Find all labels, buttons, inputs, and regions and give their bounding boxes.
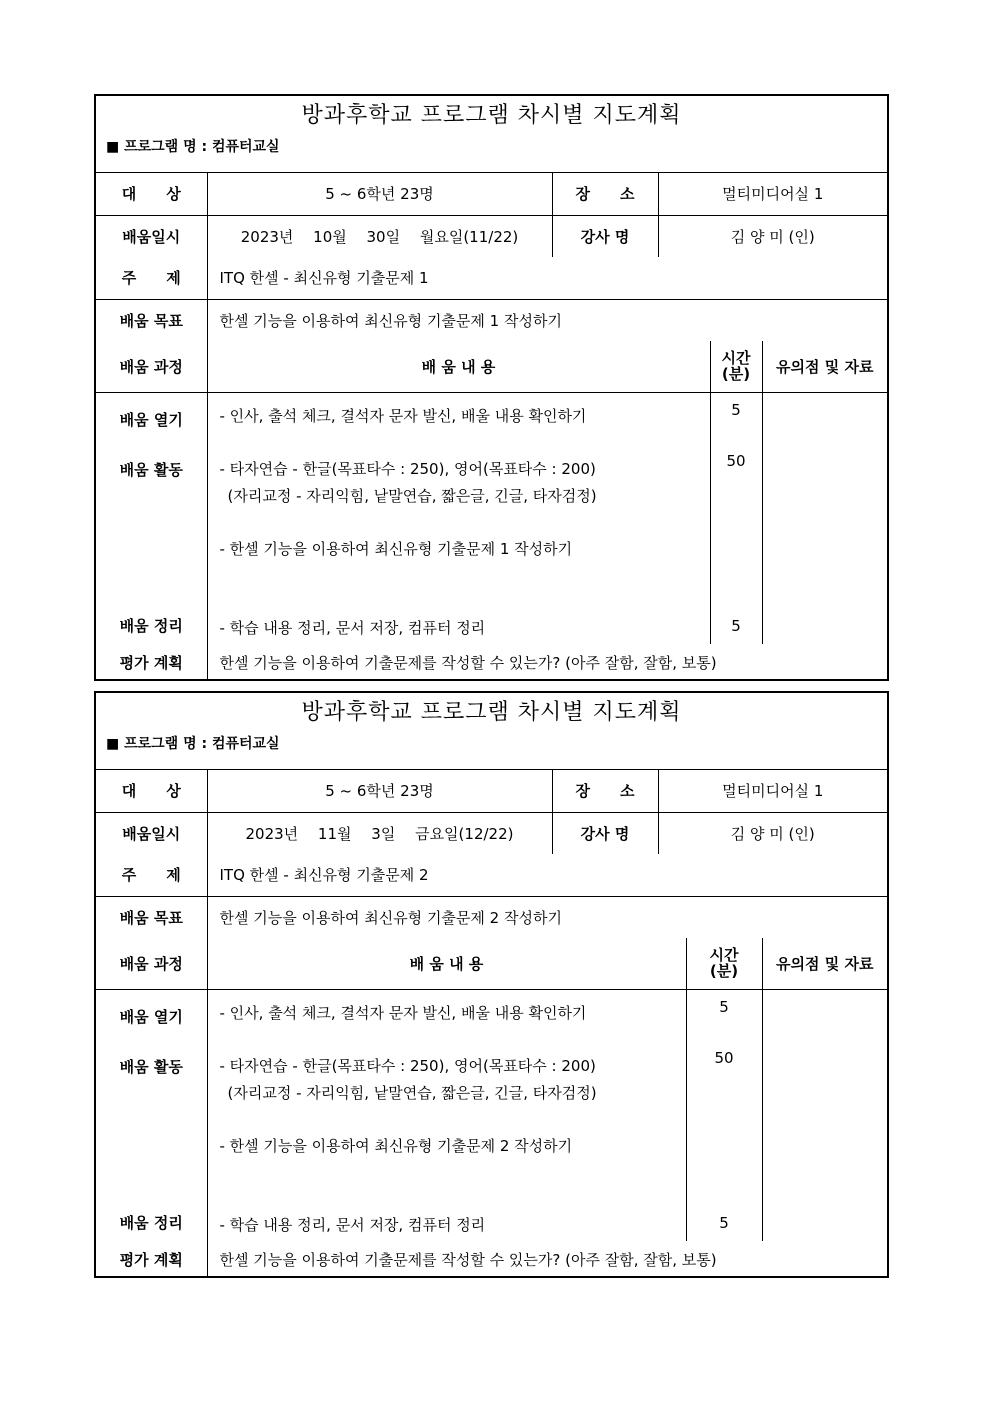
target-value: 5 ~ 6학년 23명 [207,173,552,215]
content-activity-3: - 한셀 기능을 이용하여 최신유형 기출문제 1 작성하기 [219,539,573,558]
content-activity-2: (자리교정 - 자리익힘, 낱말연습, 짧은글, 긴글, 타자검정) [227,486,597,505]
process-table [96,341,887,644]
goal-label: 배움 목표 [96,896,207,938]
date-value: 2023년 11월 3일 금요일(12/22) [207,812,552,854]
topic-table [96,257,887,341]
time-label [686,938,762,989]
content-label: 배 움 내 용 [207,341,710,392]
content-close: - 학습 내용 정리, 문서 저장, 컴퓨터 정리 [219,618,486,637]
plan-title: 방과후학교 프로그램 차시별 지도계획 [301,103,682,128]
topic-label: 주 제 [96,257,207,299]
time-close: 5 [731,616,741,635]
stage-open: 배움 열기 [119,1007,183,1026]
topic-value: ITQ 한셀 - 최신유형 기출문제 2 [207,854,887,896]
notes-column [762,989,887,1241]
eval-label: 평가 계획 [96,1241,207,1277]
time-label-1: 시간 [709,946,739,965]
content-column [207,989,686,1241]
teacher-value: 김 양 미 (인) [658,215,887,257]
time-column [686,989,762,1241]
stage-close: 배움 정리 [119,616,183,635]
info-table [96,173,887,257]
lesson-plan-1 [94,94,889,681]
info-table [96,770,887,854]
stage-activity: 배움 활동 [119,1057,183,1076]
target-label: 대 상 [96,770,207,812]
time-label [710,341,762,392]
time-open: 5 [731,400,741,419]
content-close: - 학습 내용 정리, 문서 저장, 컴퓨터 정리 [219,1215,486,1234]
content-activity-3: - 한셀 기능을 이용하여 최신유형 기출문제 2 작성하기 [219,1136,573,1155]
stage-activity: 배움 활동 [119,460,183,479]
notes-label: 유의점 및 자료 [762,341,887,392]
content-label: 배 움 내 용 [207,938,686,989]
place-value: 멀티미디어실 1 [658,770,887,812]
topic-value: ITQ 한셀 - 최신유형 기출문제 1 [207,257,887,299]
notes-label: 유의점 및 자료 [762,938,887,989]
stage-close: 배움 정리 [119,1213,183,1232]
teacher-label: 강사 명 [552,215,658,257]
program-name: ■ 프로그램 명 : 컴퓨터교실 [96,733,887,770]
topic-label: 주 제 [96,854,207,896]
content-activity-2: (자리교정 - 자리익힘, 낱말연습, 짧은글, 긴글, 타자검정) [227,1083,597,1102]
stage-column [96,989,207,1241]
goal-value: 한셀 기능을 이용하여 최신유형 기출문제 1 작성하기 [207,299,887,341]
teacher-label: 강사 명 [552,812,658,854]
process-label: 배움 과정 [96,341,207,392]
eval-value: 한셀 기능을 이용하여 기출문제를 작성할 수 있는가? (아주 잘함, 잘함, 보통) [207,1241,887,1277]
eval-table [96,1241,887,1277]
process-label: 배움 과정 [96,938,207,989]
time-label-1: 시간 [721,349,751,368]
eval-label: 평가 계획 [96,644,207,680]
date-label: 배움일시 [96,215,207,257]
place-label: 장 소 [552,173,658,215]
lesson-plan-2 [94,691,889,1278]
time-column [710,392,762,644]
content-activity-1: - 타자연습 - 한글(목표타수 : 250), 영어(목표타수 : 200) [219,459,596,478]
goal-value: 한셀 기능을 이용하여 최신유형 기출문제 2 작성하기 [207,896,887,938]
content-activity-1: - 타자연습 - 한글(목표타수 : 250), 영어(목표타수 : 200) [219,1056,596,1075]
content-open: - 인사, 출석 체크, 결석자 문자 발신, 배울 내용 확인하기 [219,1003,587,1022]
target-value: 5 ~ 6학년 23명 [207,770,552,812]
topic-table [96,854,887,938]
stage-column [96,392,207,644]
program-name: ■ 프로그램 명 : 컴퓨터교실 [96,136,887,173]
content-open: - 인사, 출석 체크, 결석자 문자 발신, 배울 내용 확인하기 [219,406,587,425]
time-open: 5 [719,997,729,1016]
date-value: 2023년 10월 30일 월요일(11/22) [207,215,552,257]
notes-column [762,392,887,644]
time-close: 5 [719,1213,729,1232]
content-column [207,392,710,644]
time-activity: 50 [726,451,746,470]
goal-label: 배움 목표 [96,299,207,341]
target-label: 대 상 [96,173,207,215]
stage-open: 배움 열기 [119,410,183,429]
time-label-2: (분) [709,962,739,981]
date-label: 배움일시 [96,812,207,854]
process-table [96,938,887,1241]
time-activity: 50 [714,1048,734,1067]
time-label-2: (분) [721,365,751,384]
eval-value: 한셀 기능을 이용하여 기출문제를 작성할 수 있는가? (아주 잘함, 잘함, 보통) [207,644,887,680]
teacher-value: 김 양 미 (인) [658,812,887,854]
eval-table [96,644,887,680]
plan-title: 방과후학교 프로그램 차시별 지도계획 [301,700,682,725]
place-label: 장 소 [552,770,658,812]
place-value: 멀티미디어실 1 [658,173,887,215]
